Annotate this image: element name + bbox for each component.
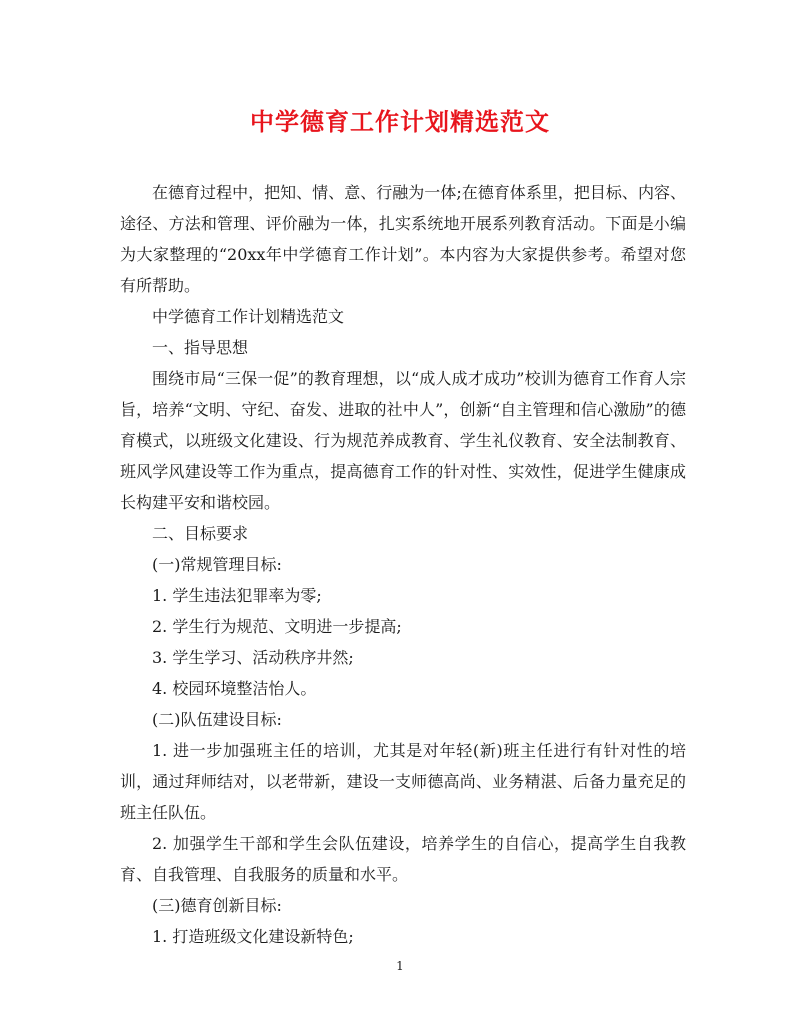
document-title: 中学德育工作计划精选范文: [250, 107, 550, 136]
subsection-heading-routine-management: (一)常规管理目标:: [152, 555, 282, 574]
subsection-heading-innovation: (三)德育创新目标:: [152, 896, 282, 915]
list-item-routine-4: 4. 校园环境整洁怡人。: [152, 679, 317, 698]
section-heading-goals: 二、目标要求: [152, 524, 249, 543]
list-item-routine-1: 1. 学生违法犯罪率为零;: [152, 586, 322, 605]
guiding-thought-paragraph: 围绕市局“三保一促”的教育理想，以“成人成才成功”校训为德育工作育人宗旨，培养“文明、守纪、奋发、进取的社中人”，创新“自主管理和信心激励”的德育模式，以班级文化建设、行为规范养成教育、学生礼仪教育、安全法制教育、班风学风建设等工作为重点，提高德育工作的针对性、实效性，促进学生健康成长构建平安和谐校园。: [120, 369, 686, 512]
section-heading-guiding-thought: 一、指导思想: [152, 338, 249, 357]
subtitle-paragraph: 中学德育工作计划精选范文: [152, 307, 345, 326]
list-item-team-1: 1. 进一步加强班主任的培训，尤其是对年轻(新)班主任进行有针对性的培训，通过拜师结对，以老带新，建设一支师德高尚、业务精湛、后备力量充足的班主任队伍。: [120, 741, 686, 822]
list-item-team-2: 2. 加强学生干部和学生会队伍建设，培养学生的自信心，提高学生自我教育、自我管理、自我服务的质量和水平。: [120, 834, 686, 884]
list-item-routine-3: 3. 学生学习、活动秩序井然;: [152, 648, 354, 667]
list-item-innovation-1: 1. 打造班级文化建设新特色;: [152, 927, 354, 946]
document-body: [120, 177, 686, 952]
list-item-routine-2: 2. 学生行为规范、文明进一步提高;: [152, 617, 402, 636]
page-number: 1: [396, 959, 404, 973]
intro-paragraph: 在德育过程中，把知、情、意、行融为一体;在德育体系里，把目标、内容、途径、方法和管理、评价融为一体，扎实系统地开展系列教育活动。下面是小编为大家整理的“20xx年中学德育工作计划”。本内容为大家提供参考。希望对您有所帮助。: [120, 183, 686, 295]
subsection-heading-team-building: (二)队伍建设目标:: [152, 710, 282, 729]
